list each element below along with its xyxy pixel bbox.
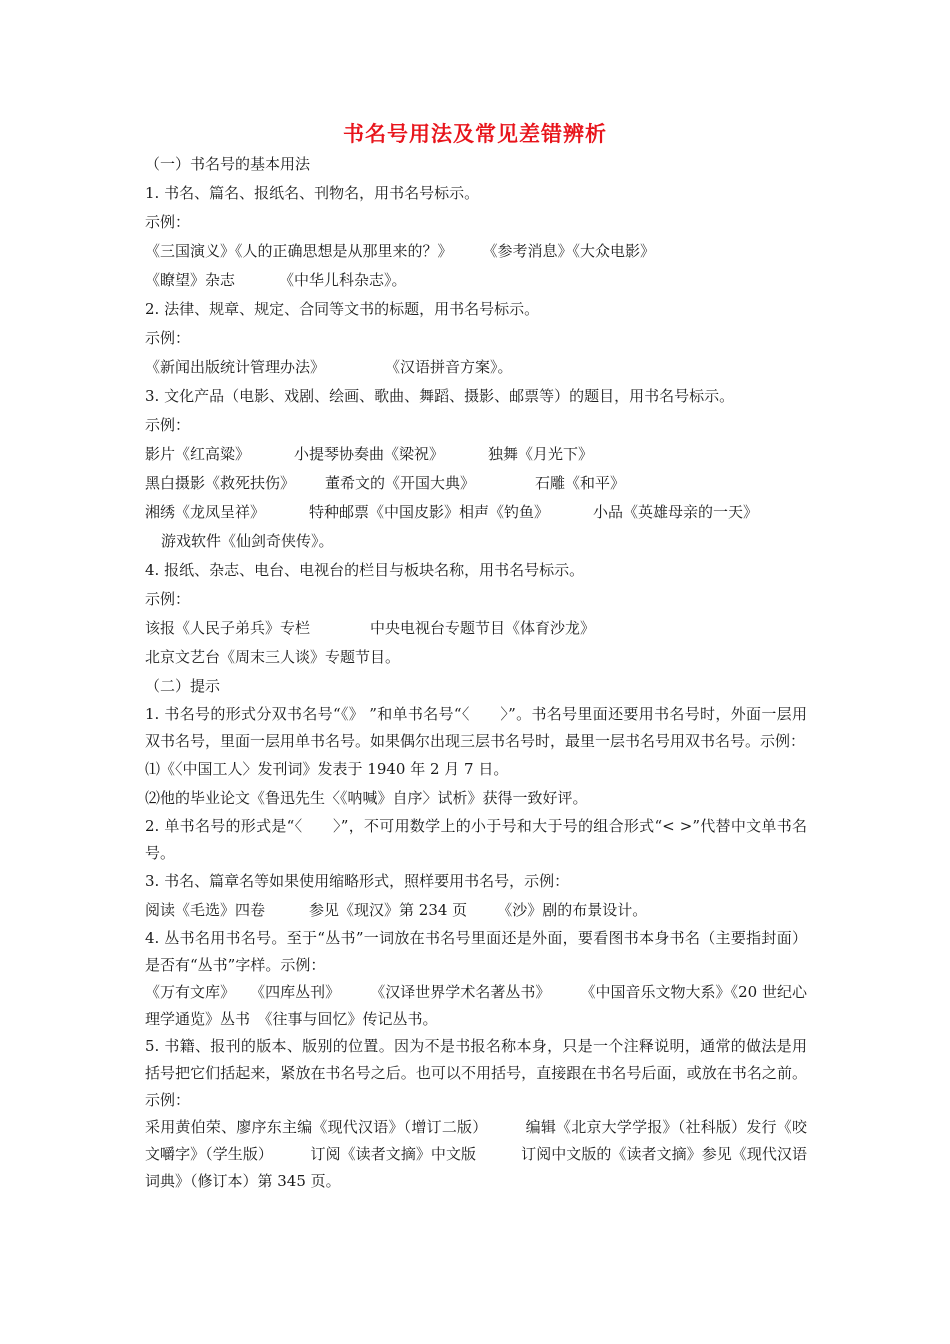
example-block: 采用黄伯荣、廖序东主编《现代汉语》（增订二版） 编辑《北京大学学报》（社科版）发行《咬文嚼字》（学生版） 订阅《读者文摘》中文版 订阅中文版的《读者文摘》参见《现代汉语词典》（修订本）第 345 页。 <box>145 1118 807 1190</box>
example-label: 示例： <box>145 213 191 231</box>
example-item: 《中华儿科杂志》。 <box>279 271 407 289</box>
example-item: 参见《现汉》第 234 页 <box>309 901 468 919</box>
example-line <box>145 353 807 382</box>
example-line: ⑴《〈中国工人〉发刊词》发表于 1940 年 2 月 7 日。 <box>145 760 509 778</box>
example-line: ⑵他的毕业论文《鲁迅先生〈《呐喊》自序〉试析》获得一致好评。 <box>145 789 588 807</box>
paragraph: 1. 书名号的形式分双书名号“《》 ”和单书名号“〈 〉”。书名号里面还要用书名号时，外面一层用双书名号，里面一层用单书名号。如果偶尔出现三层书名号时，最里一层书名号用双书名号。示例： <box>145 705 807 750</box>
section-heading: （二）提示 <box>145 677 221 695</box>
example-item: 小品《英雄母亲的一天》 <box>593 503 759 521</box>
example-item: 影片《红高粱》 <box>145 445 251 463</box>
example-item: 董希文的《开国大典》 <box>325 474 476 492</box>
example-item: 特种邮票《中国皮影》相声《钓鱼》 <box>309 503 550 521</box>
paragraph: 5. 书籍、报刊的版本、版别的位置。因为不是书报名称本身，只是一个注释说明，通常的做法是用括号把它们括起来，紧放在书名号之后。也可以不用括号，直接跟在书名号后面，或放在书名之前。示例： <box>145 1037 807 1109</box>
section-heading: （一）书名号的基本用法 <box>145 155 311 173</box>
example-item: 阅读《毛选》四卷 <box>145 901 266 919</box>
example-item: 《瞭望》杂志 <box>145 271 236 289</box>
paragraph: 3. 文化产品（电影、戏剧、绘画、歌曲、舞蹈、摄影、邮票等）的题目，用书名号标示。 <box>145 387 735 405</box>
paragraph: 4. 丛书名用书名号。至于“丛书”一词放在书名号里面还是外面，要看图书本身书名（主要指封面）是否有“丛书”字样。示例： <box>145 929 807 974</box>
example-label: 示例： <box>145 416 191 434</box>
example-item: 《汉语拼音方案》。 <box>385 358 513 376</box>
example-line <box>145 614 807 643</box>
example-line <box>145 469 807 498</box>
example-block: 《万有文库》 《四库丛刊》 《汉译世界学术名著丛书》 《中国音乐文物大系》《20 世纪心理学通览》丛书 《往事与回忆》传记丛书。 <box>145 983 807 1028</box>
example-item: 石雕《和平》 <box>535 474 626 492</box>
example-item: 小提琴协奏曲《梁祝》 <box>294 445 445 463</box>
example-item: 该报《人民子弟兵》专栏 <box>145 619 311 637</box>
example-item: 黑白摄影《救死扶伤》 <box>145 474 296 492</box>
document-title: 书名号用法及常见差错辨析 <box>343 122 607 146</box>
example-line: 游戏软件《仙剑奇侠传》。 <box>161 532 334 550</box>
example-item: 《新闻出版统计管理办法》 <box>145 358 326 376</box>
example-line: 北京文艺台《周末三人谈》专题节目。 <box>145 648 401 666</box>
example-label: 示例： <box>145 590 191 608</box>
example-line <box>145 440 807 469</box>
example-item: 中央电视台专题节目《体育沙龙》 <box>370 619 596 637</box>
paragraph: 1. 书名、篇名、报纸名、刊物名，用书名号标示。 <box>145 184 480 202</box>
example-line <box>145 896 807 925</box>
example-item: 湘绣《龙凤呈祥》 <box>145 503 266 521</box>
example-line <box>145 266 807 295</box>
paragraph: 2. 单书名号的形式是“〈 〉”，不可用数学上的小于号和大于号的组合形式“< >”代替中文单书名号。 <box>145 817 807 862</box>
document-body <box>145 150 807 1195</box>
example-line <box>145 237 807 266</box>
paragraph: 2. 法律、规章、规定、合同等文书的标题，用书名号标示。 <box>145 300 540 318</box>
example-item: 《三国演义》《人的正确思想是从那里来的？》 <box>145 242 453 260</box>
paragraph: 3. 书名、篇章名等如果使用缩略形式，照样要用书名号，示例： <box>145 872 570 890</box>
paragraph: 4. 报纸、杂志、电台、电视台的栏目与板块名称，用书名号标示。 <box>145 561 585 579</box>
example-item: 《沙》剧的布景设计。 <box>497 901 648 919</box>
example-line <box>145 498 807 527</box>
example-item: 《参考消息》《大众电影》 <box>482 242 656 260</box>
example-label: 示例： <box>145 329 191 347</box>
example-item: 独舞《月光下》 <box>488 445 594 463</box>
